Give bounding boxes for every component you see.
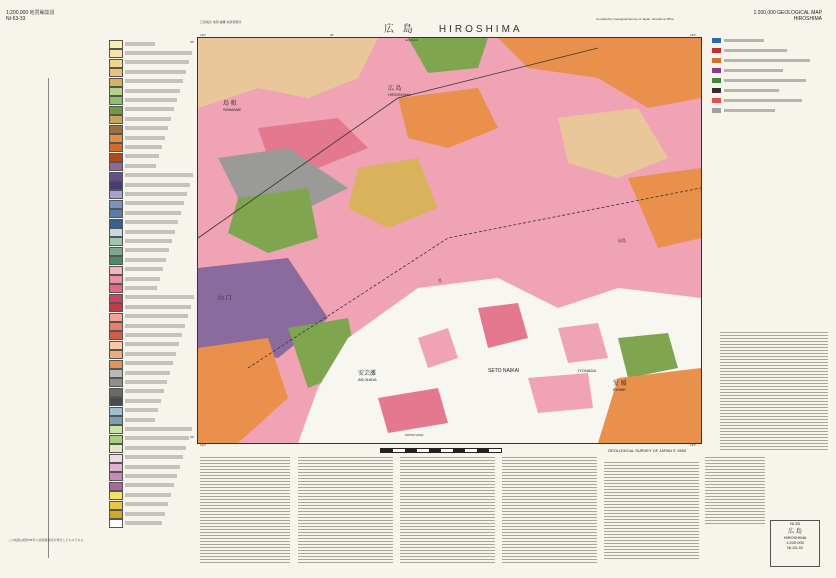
header-left: [6, 10, 55, 22]
label-kure: 呉: [438, 278, 442, 283]
legend-text-line: [125, 164, 156, 168]
legend-swatch: [109, 78, 123, 87]
label-innoshima: 因島: [618, 238, 626, 243]
legend-text-line: [125, 342, 179, 346]
legend-text-line: [125, 361, 173, 365]
legend-swatch: [109, 331, 123, 340]
legend-swatch: [109, 482, 123, 491]
legend-swatch: [109, 162, 123, 171]
survey-credit: GEOLOGICAL SURVEY OF JAPAN © 1983: [608, 448, 686, 453]
footnote: この地図は昭和58年に地質調査所が発行したものである: [8, 538, 84, 542]
legend-swatch: [109, 200, 123, 209]
legend-text-line: [125, 399, 161, 403]
tick-left-top: 35°: [190, 40, 195, 44]
references-col-3: [400, 455, 495, 565]
legend-text-line: [125, 70, 186, 74]
references-col-1: [200, 455, 290, 565]
legend-swatch: [109, 209, 123, 218]
legend-text-line: [125, 211, 181, 215]
corner-code: NI-53: [790, 521, 800, 526]
references-col-2: [298, 455, 393, 565]
legend-text-line: [125, 286, 157, 290]
symbol-text-line: [724, 69, 783, 72]
legend-swatch: [109, 190, 123, 199]
label-yamaguchi: 山 口: [218, 296, 232, 302]
legend-swatch: [109, 153, 123, 162]
legend-swatch: [109, 115, 123, 124]
tick-top-mid: 30': [330, 33, 334, 37]
legend-text-line: [125, 474, 177, 478]
legend-swatch: [109, 313, 123, 322]
legend-swatch: [109, 247, 123, 256]
legend-text-line: [125, 512, 165, 516]
legend-text-line: [125, 117, 171, 121]
legend-text-line: [125, 154, 159, 158]
legend-swatch: [109, 172, 123, 181]
corner-sheet: NI-53-33: [787, 545, 803, 550]
scale-bar: [380, 448, 502, 453]
legend-text-line: [125, 145, 162, 149]
legend-text-line: [125, 483, 174, 487]
legend-text-line: [125, 389, 164, 393]
legend-swatch: [109, 369, 123, 378]
legend-swatch: [109, 237, 123, 246]
symbol-swatch: [712, 98, 721, 103]
legend-text-line: [125, 521, 162, 525]
legend-text-line: [125, 455, 183, 459]
tick-top-right: 133°: [690, 33, 697, 37]
sheet-code: NI-53-33: [6, 16, 26, 22]
explanation-text: [720, 330, 828, 450]
symbol-text-line: [724, 109, 775, 112]
legend-text-line: [125, 493, 171, 497]
symbol-swatch: [712, 68, 721, 73]
scale-line: 1:200,000 地質編集図: [6, 10, 55, 16]
legend-text-line: [125, 220, 178, 224]
legend-text-line: [125, 51, 192, 55]
legend-text-line: [125, 239, 172, 243]
legend-text-line: [125, 277, 160, 281]
legend-text-line: [125, 305, 191, 309]
symbol-text-line: [724, 89, 779, 92]
label-setonaikai: SETO NAIKAI: [488, 368, 520, 374]
legend-text-line: [125, 418, 155, 422]
label-ehime: 愛 媛 EHIME: [613, 381, 627, 392]
legend-swatch: [109, 284, 123, 293]
legend-swatch: [109, 275, 123, 284]
legend-swatch: [109, 266, 123, 275]
tick-bottom-right: 133°: [690, 443, 697, 447]
label-akinada: 安芸灘 AKI NADA: [358, 371, 377, 382]
legend-swatch: [109, 501, 123, 510]
legend-swatch: [109, 219, 123, 228]
legend-text-line: [125, 446, 186, 450]
legend-text-line: [125, 89, 180, 93]
legend-swatch: [109, 360, 123, 369]
corner-scale: 1:200,000: [786, 540, 804, 545]
right-name: HIROSHIMA: [793, 16, 822, 22]
map-title: [384, 20, 523, 35]
geological-map[interactable]: [197, 37, 702, 444]
legend-text-line: [125, 136, 165, 140]
title-jp: 広 島: [384, 24, 416, 35]
legend-text-line: [125, 333, 182, 337]
legend-swatch: [109, 106, 123, 115]
references-col-5: [604, 460, 699, 560]
legend-swatch: [109, 40, 123, 49]
legend-swatch: [109, 49, 123, 58]
legend-swatch: [109, 463, 123, 472]
legend-text-line: [125, 258, 166, 262]
legend-swatch: [109, 341, 123, 350]
corner-en: HIROSHIMA: [783, 535, 807, 540]
legend-text-line: [125, 201, 184, 205]
legend-text-line: [125, 314, 188, 318]
legend-swatch: [109, 454, 123, 463]
legend-swatch: [109, 87, 123, 96]
references-col-6: [705, 455, 765, 525]
symbol-swatch: [712, 78, 721, 83]
label-matsuyama: MATSUYAMA: [405, 433, 424, 437]
legend-text-line: [125, 60, 189, 64]
legend-swatch: [109, 256, 123, 265]
symbol-swatch: [712, 48, 721, 53]
symbol-swatch: [712, 38, 721, 43]
legend-text-line: [125, 267, 163, 271]
legend-swatch: [109, 397, 123, 406]
symbol-text-line: [724, 39, 764, 42]
legend-swatch: [109, 350, 123, 359]
legend-swatch: [109, 388, 123, 397]
title-en: HIROSHIMA: [438, 24, 523, 35]
legend-swatch: [109, 134, 123, 143]
legend-swatch: [109, 322, 123, 331]
legend-text-line: [125, 42, 155, 46]
legend-swatch: [109, 444, 123, 453]
legend-text-line: [125, 352, 176, 356]
legend-text-line: [125, 248, 169, 252]
legend-text-line: [125, 183, 190, 187]
legend-swatch: [109, 68, 123, 77]
legend-text-line: [125, 79, 183, 83]
legend-swatch: [109, 143, 123, 152]
legend-text-line: [125, 380, 167, 384]
header-right: [754, 10, 822, 22]
symbol-text-line: [724, 99, 802, 102]
right-scale: 1:200,000 GEOLOGICAL MAP: [753, 10, 822, 16]
corner-jp: 広 島: [788, 529, 802, 535]
legend-swatch: [109, 416, 123, 425]
references-col-4: [502, 455, 597, 565]
legend-text-line: [125, 107, 174, 111]
legend-text-line: [125, 371, 170, 375]
label-shimane: 島 根 SHIMANE: [223, 101, 242, 112]
legend-text-line: [125, 173, 193, 177]
legend-swatch: [109, 510, 123, 519]
legend-text-line: [125, 465, 180, 469]
legend-swatch: [109, 435, 123, 444]
legend-swatch: [109, 378, 123, 387]
legend-swatch: [109, 491, 123, 500]
stratigraphic-legend: [6, 38, 191, 538]
legend-swatch: [109, 59, 123, 68]
label-iyonada: IYONADA: [578, 368, 597, 373]
symbol-text-line: [724, 59, 810, 62]
legend-text-line: [125, 126, 168, 130]
tick-left-bottom: 34°: [190, 435, 195, 439]
legend-text-line: [125, 436, 189, 440]
credit-en: Compiled by Geological Survey of Japan; Hiroshima Office: [596, 17, 674, 21]
tick-top-left: 132°: [200, 33, 207, 37]
credit-jp: 広島地区 地質 編纂 地質調査所: [200, 20, 242, 24]
legend-text-line: [125, 192, 187, 196]
legend-swatch: [109, 407, 123, 416]
symbol-text-line: [724, 49, 787, 52]
symbol-swatch: [712, 88, 721, 93]
legend-swatch: [109, 125, 123, 134]
legend-swatch: [109, 294, 123, 303]
symbol-text-line: [724, 79, 806, 82]
sheet-index: [770, 520, 820, 567]
legend-text-line: [125, 230, 175, 234]
legend-text-line: [125, 408, 158, 412]
legend-swatch: [109, 96, 123, 105]
legend-text-line: [125, 295, 194, 299]
legend-swatch: [109, 472, 123, 481]
label-hamada: HAMADA: [405, 38, 418, 42]
time-scale-column: [48, 78, 61, 558]
symbol-swatch: [712, 58, 721, 63]
label-hiroshima: 広 島 HIROSHIMA: [388, 86, 411, 97]
legend-text-line: [125, 98, 177, 102]
legend-text-line: [125, 502, 168, 506]
legend-swatch: [109, 425, 123, 434]
legend-swatch: [109, 181, 123, 190]
legend-text-line: [125, 324, 185, 328]
legend-swatch: [109, 303, 123, 312]
legend-swatch: [109, 228, 123, 237]
symbol-swatch: [712, 108, 721, 113]
island: [528, 373, 593, 413]
legend-text-line: [125, 427, 192, 431]
legend-swatch: [109, 519, 123, 528]
tick-bottom-left: 132°: [200, 443, 207, 447]
